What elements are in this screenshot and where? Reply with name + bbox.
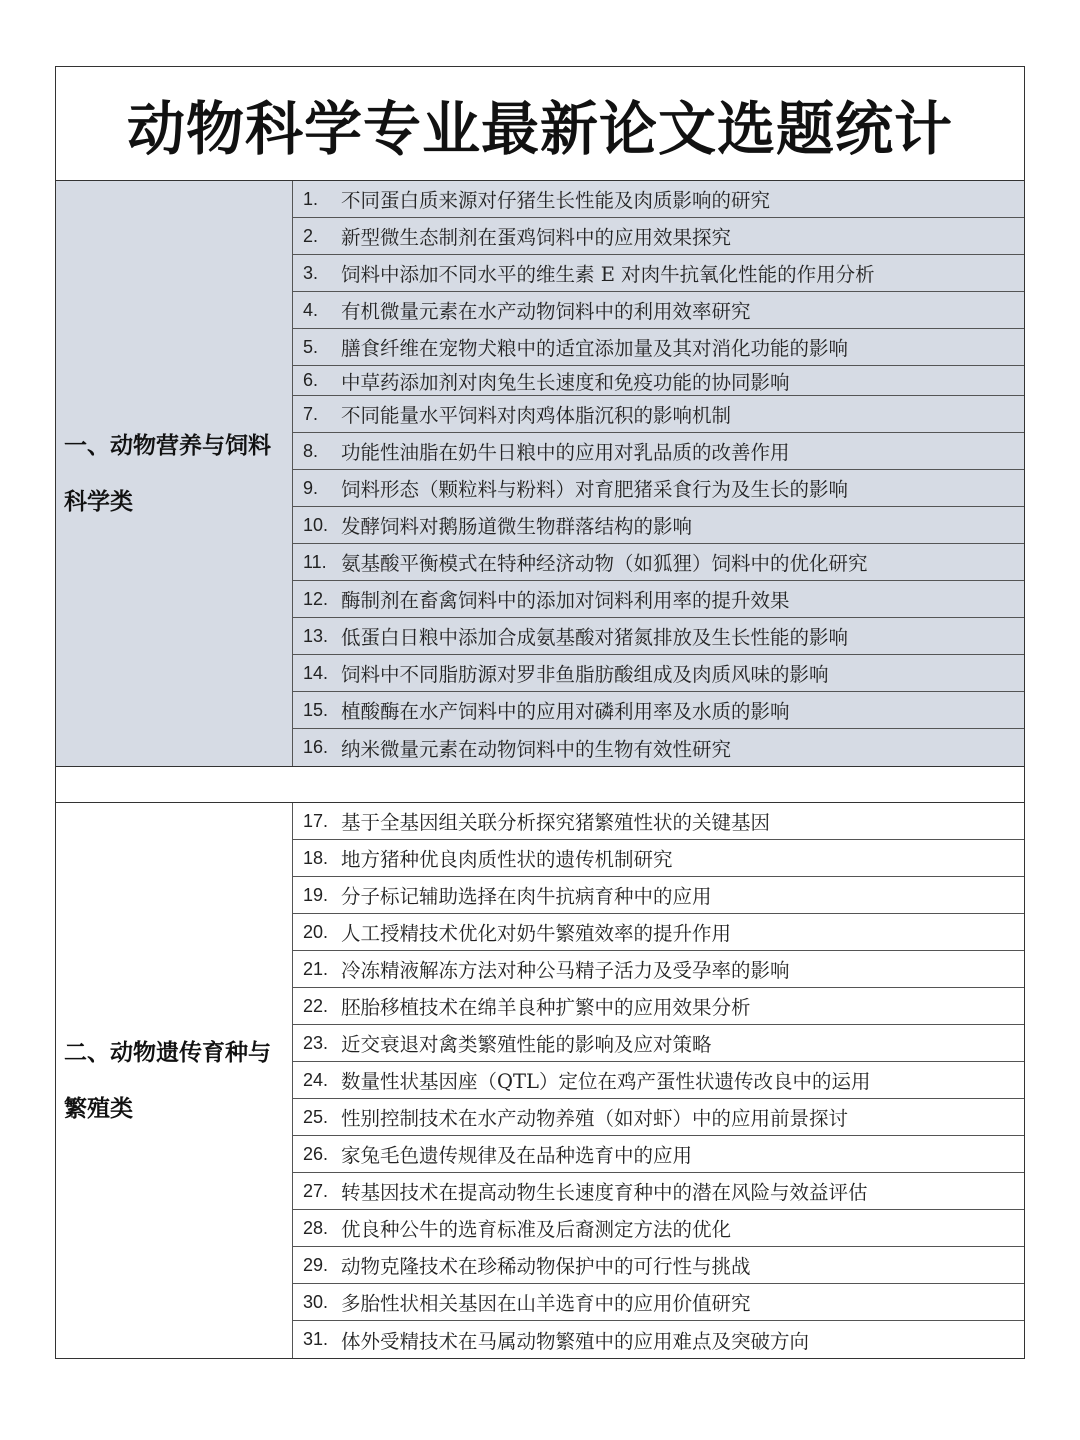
table-row [293, 433, 1024, 470]
category-cell [56, 181, 293, 766]
topic-title: 饲料中不同脂肪源对罗非鱼脂肪酸组成及肉质风味的影响 [341, 663, 829, 686]
topic-number: 10. [303, 514, 329, 535]
page-title: 动物科学专业最新论文选题统计 [126, 94, 953, 163]
topic-title: 不同能量水平饲料对肉鸡体脂沉积的影响机制 [341, 404, 732, 427]
section-divider [56, 766, 1024, 803]
table-row [293, 618, 1024, 655]
topic-title: 基于全基因组关联分析探究猪繁殖性状的关键基因 [341, 811, 771, 834]
table-row [293, 470, 1024, 507]
topic-number: 9. [303, 477, 319, 498]
topic-number: 6. [303, 370, 319, 390]
topic-number: 21. [303, 958, 329, 979]
topic-number: 28. [303, 1217, 329, 1238]
topic-title: 冷冻精液解冻方法对种公马精子活力及受孕率的影响 [341, 959, 790, 982]
category-label: 二、动物遗传育种与繁殖类 [64, 1039, 271, 1122]
topic-title: 饲料形态（颗粒料与粉料）对育肥猪采食行为及生长的影响 [341, 478, 849, 501]
topic-number: 27. [303, 1180, 329, 1201]
table-row [293, 1025, 1024, 1062]
category-label: 一、动物营养与饲料科学类 [64, 432, 271, 515]
table-row [293, 255, 1024, 292]
topic-number: 2. [303, 225, 319, 246]
table-row [293, 366, 1024, 396]
table-row [293, 1099, 1024, 1136]
table-row [293, 1173, 1024, 1210]
topic-title: 人工授精技术优化对奶牛繁殖效率的提升作用 [341, 922, 732, 945]
topic-title: 体外受精技术在马属动物繁殖中的应用难点及突破方向 [341, 1329, 810, 1353]
table-row [293, 507, 1024, 544]
topic-number: 18. [303, 847, 329, 868]
topic-number: 31. [303, 1329, 329, 1349]
topic-number: 5. [303, 336, 319, 357]
topic-title: 新型微生态制剂在蛋鸡饲料中的应用效果探究 [341, 226, 732, 249]
topic-number: 3. [303, 262, 319, 283]
topic-number: 4. [303, 299, 319, 320]
topic-title: 不同蛋白质来源对仔猪生长性能及肉质影响的研究 [341, 189, 771, 212]
topic-title: 分子标记辅助选择在肉牛抗病育种中的应用 [341, 885, 712, 908]
table-row [293, 292, 1024, 329]
topic-title: 地方猪种优良肉质性状的遗传机制研究 [341, 848, 673, 871]
topic-title: 功能性油脂在奶牛日粮中的应用对乳品质的改善作用 [341, 441, 790, 464]
topic-number: 7. [303, 403, 319, 424]
topic-title: 低蛋白日粮中添加合成氨基酸对猪氮排放及生长性能的影响 [341, 626, 849, 649]
topic-number: 13. [303, 625, 329, 646]
topic-number: 23. [303, 1032, 329, 1053]
table-row [293, 396, 1024, 433]
table-row [293, 803, 1024, 840]
topic-number: 1. [303, 188, 319, 209]
category-cell [56, 803, 293, 1358]
topic-title: 中草药添加剂对肉兔生长速度和免疫功能的协同影响 [341, 370, 790, 394]
topic-title: 家兔毛色遗传规律及在品种选育中的应用 [341, 1144, 693, 1167]
table-row [293, 1321, 1024, 1358]
topic-title: 植酸酶在水产饲料中的应用对磷利用率及水质的影响 [341, 700, 790, 723]
topic-number: 14. [303, 662, 329, 683]
topic-number: 11. [303, 551, 327, 572]
table-row [293, 218, 1024, 255]
topic-number: 24. [303, 1069, 329, 1090]
topic-number: 20. [303, 921, 329, 942]
table-row [293, 951, 1024, 988]
table-row [293, 877, 1024, 914]
topic-title: 发酵饲料对鹅肠道微生物群落结构的影响 [341, 515, 693, 538]
table-row [293, 1136, 1024, 1173]
topic-number: 30. [303, 1291, 329, 1312]
table-row [293, 655, 1024, 692]
table-row [293, 914, 1024, 951]
table-row [293, 1247, 1024, 1284]
topic-number: 26. [303, 1143, 329, 1164]
topic-number: 8. [303, 440, 319, 461]
topic-title: 优良种公牛的选育标准及后裔测定方法的优化 [341, 1218, 732, 1241]
topic-table [55, 66, 1025, 1359]
topic-title: 多胎性状相关基因在山羊选育中的应用价值研究 [341, 1292, 751, 1315]
table-row [293, 1284, 1024, 1321]
topic-title: 饲料中添加不同水平的维生素 E 对肉牛抗氧化性能的作用分析 [341, 263, 875, 286]
topic-title: 酶制剂在畜禽饲料中的添加对饲料利用率的提升效果 [341, 589, 790, 612]
topic-list [293, 181, 1024, 766]
topic-number: 12. [303, 588, 329, 609]
table-row [293, 1062, 1024, 1099]
topic-title: 转基因技术在提高动物生长速度育种中的潜在风险与效益评估 [341, 1181, 868, 1204]
topic-number: 16. [303, 737, 329, 757]
table-row [293, 544, 1024, 581]
table-row [293, 729, 1024, 766]
topic-title: 膳食纤维在宠物犬粮中的适宜添加量及其对消化功能的影响 [341, 337, 849, 360]
topic-list [293, 803, 1024, 1358]
topic-title: 近交衰退对禽类繁殖性能的影响及应对策略 [341, 1033, 712, 1056]
topic-title: 数量性状基因座（QTL）定位在鸡产蛋性状遗传改良中的运用 [341, 1070, 871, 1093]
topic-title: 动物克隆技术在珍稀动物保护中的可行性与挑战 [341, 1255, 751, 1278]
table-row [293, 581, 1024, 618]
topic-title: 纳米微量元素在动物饲料中的生物有效性研究 [341, 737, 732, 761]
topic-title: 胚胎移植技术在绵羊良种扩繁中的应用效果分析 [341, 996, 751, 1019]
table-row [293, 692, 1024, 729]
topic-number: 29. [303, 1254, 329, 1275]
table-row [293, 988, 1024, 1025]
table-row [293, 329, 1024, 366]
topic-title: 性别控制技术在水产动物养殖（如对虾）中的应用前景探讨 [341, 1107, 849, 1130]
table-row [293, 840, 1024, 877]
table-row [293, 1210, 1024, 1247]
topic-number: 19. [303, 884, 329, 905]
topic-number: 15. [303, 699, 329, 720]
topic-title: 氨基酸平衡模式在特种经济动物（如狐狸）饲料中的优化研究 [341, 552, 868, 575]
table-row [293, 181, 1024, 218]
topic-number: 17. [303, 810, 329, 831]
section-genetics [56, 803, 1024, 1358]
section-nutrition [56, 181, 1024, 766]
title-row [56, 67, 1024, 181]
topic-number: 22. [303, 995, 329, 1016]
topic-number: 25. [303, 1106, 329, 1127]
topic-title: 有机微量元素在水产动物饲料中的利用效率研究 [341, 300, 751, 323]
